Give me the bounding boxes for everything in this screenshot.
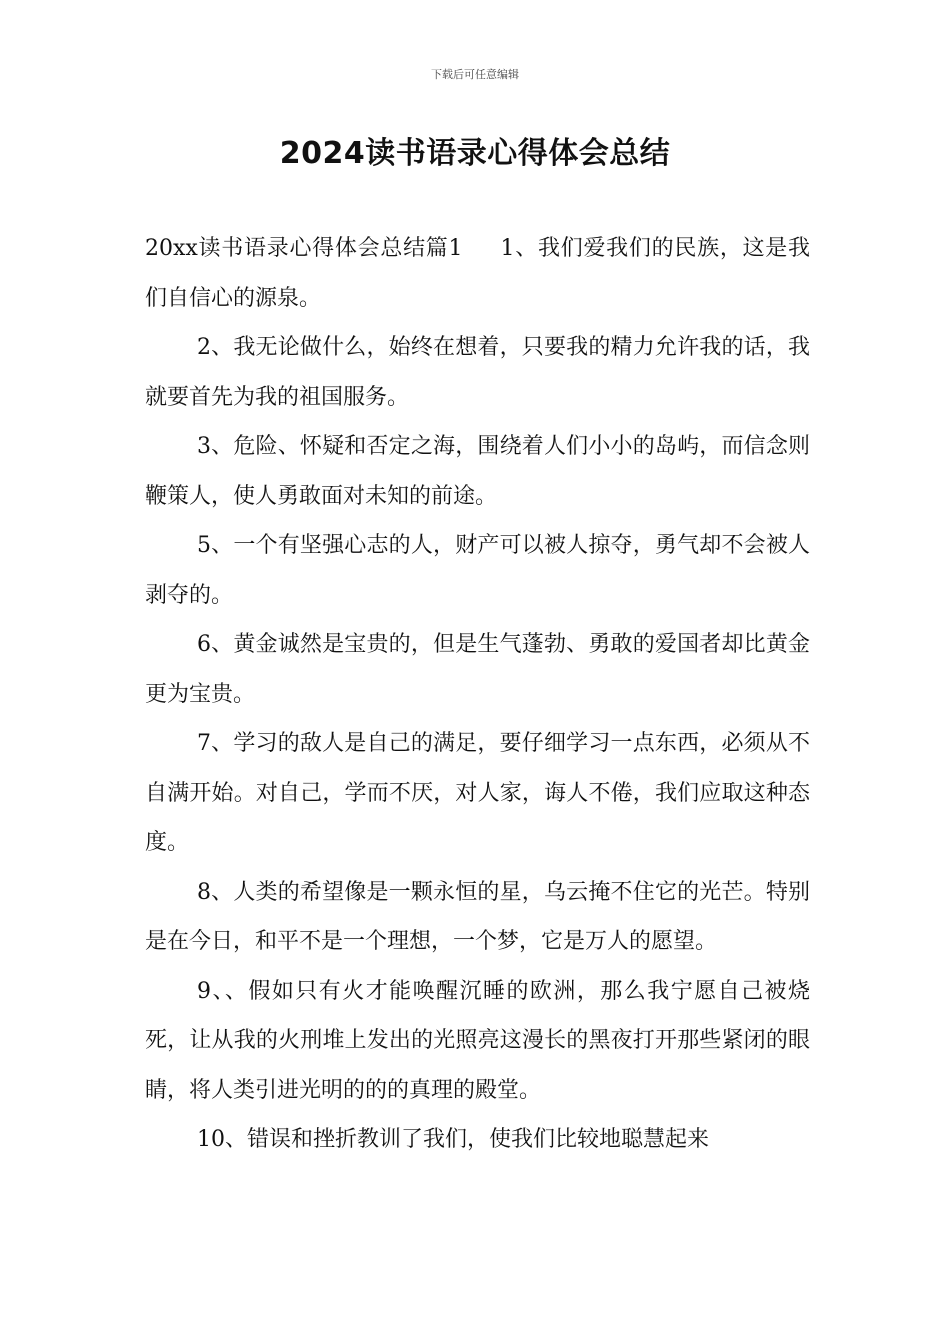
document-title: 2024读书语录心得体会总结 — [279, 136, 671, 171]
quote-item: 7、学习的敌人是自己的满足，要仔细学习一点东西，必须从不自满开始。对自己，学而不厌，对人家，诲人不倦，我们应取这种态度。 — [145, 731, 810, 855]
document-body — [145, 224, 810, 1165]
quote-item: 3、危险、怀疑和否定之海，围绕着人们小小的岛屿，而信念则鞭策人，使人勇敢面对未知的前途。 — [145, 434, 810, 509]
quote-item: 2、我无论做什么，始终在想着，只要我的精力允许我的话，我就要首先为我的祖国服务。 — [145, 335, 810, 410]
quote-item: 10、错误和挫折教训了我们，使我们比较地聪慧起来 — [197, 1127, 709, 1152]
quote-item: 6、黄金诚然是宝贵的，但是生气蓬勃、勇敢的爱国者却比黄金更为宝贵。 — [145, 632, 810, 707]
header-note: 下载后可任意编辑 — [431, 68, 519, 81]
paragraph-intro — [145, 224, 810, 323]
quote-item: 9、、假如只有火才能唤醒沉睡的欧洲，那么我宁愿自己被烧死，让从我的火刑堆上发出的光照亮这漫长的黑夜打开那些紧闭的眼睛，将人类引进光明的的的真理的殿堂。 — [145, 978, 810, 1103]
quote-item: 8、人类的希望像是一颗永恒的星，乌云掩不住它的光芒。特别是在今日，和平不是一个理想，一个梦，它是万人的愿望。 — [145, 879, 810, 954]
quote-item-1: 1、我们爱我们的民族，这是我们自信心的源泉。 — [145, 236, 811, 311]
quote-item: 5、一个有坚强心志的人，财产可以被人掠夺，勇气却不会被人剥夺的。 — [145, 533, 810, 608]
section-heading: 20xx读书语录心得体会总结篇1 — [145, 236, 463, 261]
